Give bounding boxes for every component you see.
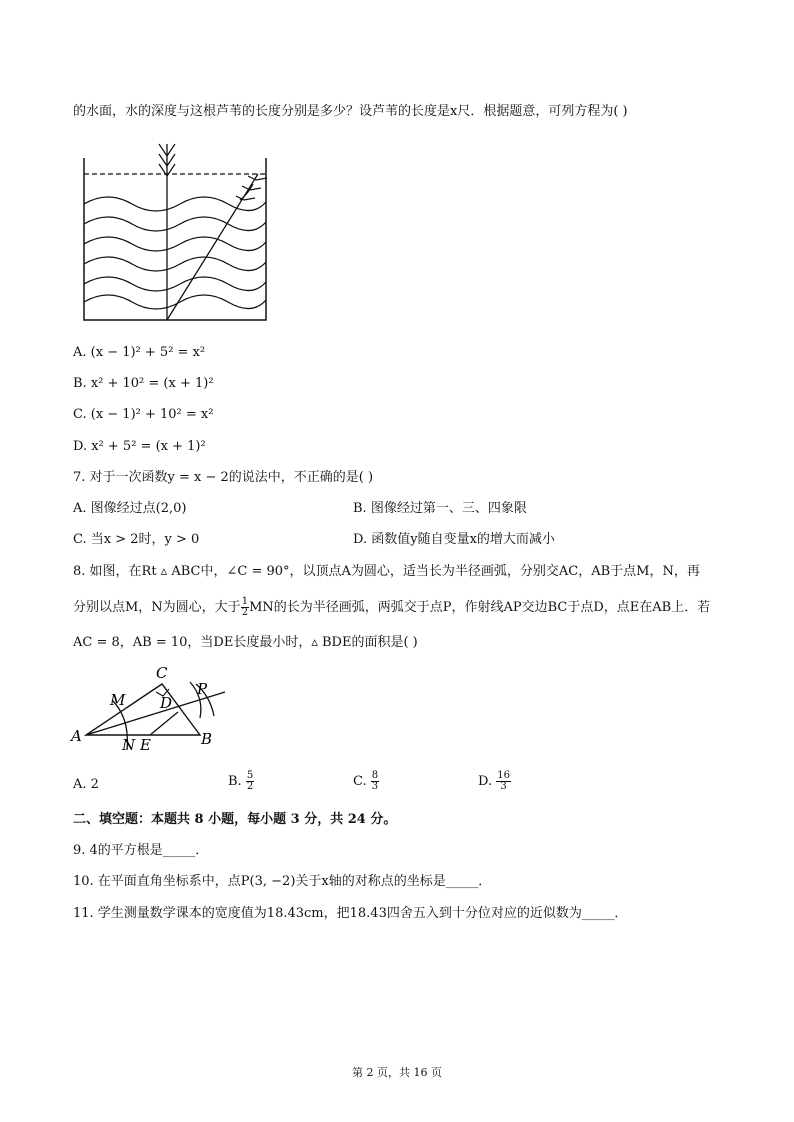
q8-option-b <box>228 771 254 792</box>
triangle-abc <box>86 684 200 735</box>
q7-option-d: D. 函数值y随自变量x的增大而减小 <box>353 532 555 547</box>
q7-option-c: C. 当x > 2时，y > 0 <box>73 532 200 547</box>
q8-option-b-frac <box>246 771 254 792</box>
q8-option-c-frac <box>371 771 379 792</box>
q8-option-c-num: 8 <box>371 770 379 781</box>
q8-triangle-figure <box>70 660 240 760</box>
wave-lines <box>84 197 266 309</box>
q8-stem-line1: 8. 如图，在Rt ▵ ABC中，∠C = 90°，以顶点A为圆心，适当长为半径画弧，分别交AC，AB于点M，N，再 <box>73 564 700 579</box>
label-b: B <box>201 730 213 748</box>
q6-option-d: D. x² + 5² = (x + 1)² <box>73 439 206 454</box>
q6-reed-figure <box>70 140 290 325</box>
page-footer: 第 2 页，共 16 页 <box>352 1066 442 1079</box>
label-c: C <box>156 664 168 682</box>
q9-stem: 9. 4的平方根是_____． <box>73 843 209 858</box>
q8-option-b-den: 2 <box>246 781 254 792</box>
q8-option-d-prefix: D. <box>478 774 493 789</box>
ray-ap <box>86 692 225 735</box>
q8-line2-part-a: 分别以点M，N为圆心，大于 <box>73 600 241 615</box>
q8-option-d-frac <box>496 771 511 792</box>
q8-option-b-num: 5 <box>246 770 254 781</box>
q8-option-c <box>353 771 379 792</box>
q8-option-d-den: 3 <box>500 781 507 792</box>
label-n: N <box>122 736 136 754</box>
q10-stem: 10. 在平面直角坐标系中，点P(3, −2)关于x轴的对称点的坐标是_____． <box>73 874 492 889</box>
label-d: D <box>160 694 173 712</box>
label-m: M <box>110 691 126 709</box>
q7-option-a: A. 图像经过点(2,0) <box>73 501 187 516</box>
q11-stem: 11. 学生测量数学课本的宽度值为18.43cm，把18.43四舍五入到十分位对应的近似数为_____． <box>73 906 628 921</box>
label-e: E <box>140 736 151 754</box>
q8-frac-den: 2 <box>241 607 249 618</box>
q8-option-b-prefix: B. <box>228 774 242 789</box>
slanted-reed-leaves <box>236 176 267 200</box>
q7-option-b: B. 图像经过第一、三、四象限 <box>353 501 527 516</box>
section2-title: 二、填空题：本题共 8 小题，每小题 3 分，共 24 分。 <box>73 812 397 827</box>
q8-option-d-num: 16 <box>497 770 510 781</box>
q7-stem: 7. 对于一次函数y = x − 2的说法中，不正确的是( ) <box>73 470 374 485</box>
q8-option-c-prefix: C. <box>353 774 367 789</box>
q8-stem-line2 <box>73 597 710 618</box>
label-p: P <box>197 680 208 698</box>
q8-stem-line3: AC = 8，AB = 10，当DE长度最小时，▵ BDE的面积是( ) <box>73 635 418 650</box>
q8-option-c-den: 3 <box>371 781 379 792</box>
q6-option-a: A. (x − 1)² + 5² = x² <box>73 345 206 360</box>
label-a: A <box>71 727 82 745</box>
segment-de <box>150 712 178 735</box>
q8-option-d <box>478 771 511 792</box>
q8-line2-part-b: MN的长为半径画弧，两弧交于点P，作射线AP交边BC于点D，点E在AB上．若 <box>249 600 711 615</box>
q8-frac-num: 1 <box>241 596 249 607</box>
q6-stem-tail: 的水面，水的深度与这根芦苇的长度分别是多少？设芦苇的长度是x尺．根据题意，可列方程为( ) <box>73 104 628 119</box>
q8-fraction-half <box>241 597 249 618</box>
q8-option-a: A. 2 <box>73 777 99 792</box>
q6-option-b: B. x² + 10² = (x + 1)² <box>73 376 214 391</box>
q6-option-c: C. (x − 1)² + 10² = x² <box>73 407 214 422</box>
